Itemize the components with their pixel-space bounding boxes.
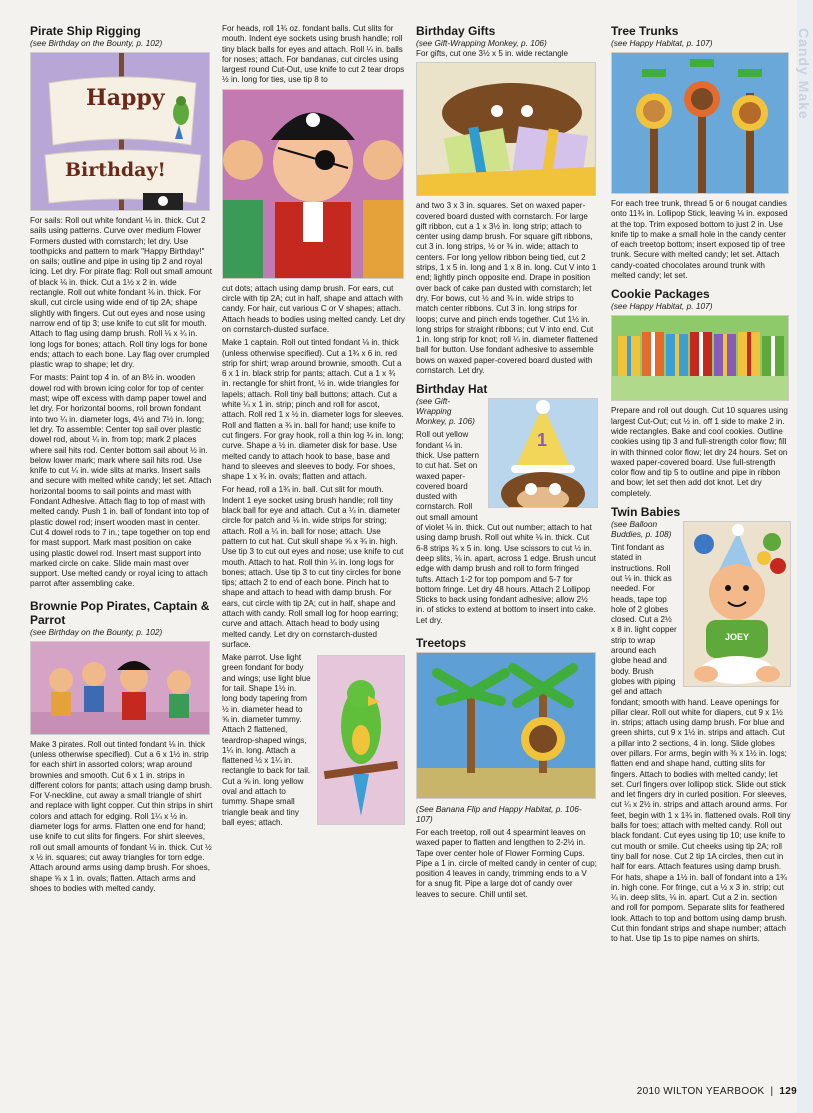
- column-1: [30, 24, 213, 897]
- treetops-illustration: [417, 653, 595, 798]
- pirate-ship-sail-photo: [30, 52, 210, 211]
- captain-illustration: [223, 90, 403, 278]
- birthday-gifts-reference: (see Gift-Wrapping Monkey, p. 106): [416, 38, 547, 48]
- tree-trunks-reference: (see Happy Habitat, p. 107): [611, 38, 713, 48]
- cookies-illustration: [612, 316, 788, 400]
- twin-babies-title: Twin Babies: [611, 505, 681, 520]
- tree-trunks-text: For each tree trunk, thread 5 or 6 nougat candies onto 11¾ in. Lollipop Stick, leaving ⅛ in. exposed at the top. Trim exposed bottom to just 2 in. Use knife tip to make a small hole in the candy center of each treetop bottom; insert exposed tip of tree trunk. Secure with melted candy; let set. Attach candy-coated chocolates around trunk with melted candy; let set.: [611, 199, 788, 281]
- parrot-photo: [317, 655, 405, 825]
- column-4: [611, 24, 791, 948]
- birthday-hat-text: Roll out yellow fondant ⅛ in. thick. Use pattern to cut hat. Set on waxed paper-covered board dusted with cornstarch. Roll out small amount of violet ⅛ in. thick. Cut out number; attach to hat using damp brush. Roll out white ⅛ in. thick. Cut 6-8 strips ¾ x 5 in. long. Use scissors to cut ½ in. deep slits, ⅛ in. apart, across 1 edge. Brush uncut edge with damp brush and roll to form fringed tufts. Attach 1-2 for top pompom and 5-7 for bottom fringe. Let dry 48 hours. Attach 2 Lollipop Sticks to back using fondant adhesive; allow 2½ in. of sticks to extend at bottom to insert into cake. Let dry.: [416, 430, 596, 625]
- pirate-ship-reference: (see Birthday on the Bounty, p. 102): [30, 38, 163, 48]
- cookie-packages-text: Prepare and roll out dough. Cut 10 squares using largest Cut-Out; cut ½ in. off 1 side to make 2 in. wide rectangles. Bake and cool cookies. Outline cookies using tip 3 and full-strength color flow; fill in with thinned color flow; let dry 24 hours. Set on waxed paper-covered board. Use full-strength color flow and tip 5 to outline and pipe in ribbon and bow; let set then add dot knot. Let dry completely.: [611, 406, 788, 498]
- gifts-illustration: [417, 63, 595, 195]
- gifts-instructions-text: and two 3 x 3 in. squares. Set on waxed paper-covered board dusted with cornstarch. For large gift ribbon, cut a 1 x 3½ in. long strip; attach to center using damp brush. For square gift ribbons, cut 3 in. long strips, ½ or ⅜ in. wide; attach to centers. For long yellow ribbon being tied, cut 2 strips, 1 x 5 in. long and 1 x 8 in. long. Cut V into 1 end; lightly pinch opposite end. Drape in position over back of cake pan dusted with cornstarch; let dry. For bows, cut ½ and ⅜ in. wide strips to match center ribbons. Cut 3 in. long strips for loops; curve and pinch ends together. Cut 1½ in. long strips for straight ribbons; cut V into end. Cut 1 in. long strip for knot; roll ¼ in. diameter flattened ball for button. Use fondant adhesive to assemble bows on waxed paper-covered board dusted with cornstarch. Let dry.: [416, 201, 598, 376]
- hat-number: 1: [537, 430, 548, 451]
- captain-head-text: For head, roll a 1¾ in. ball. Cut slit for mouth. Indent 1 eye socket using brush handle; roll tiny black ball for eye and attach. Cut a ¼ in. diameter circle for patch and ⅛ in. wide strips for string; attach. Roll a ¼ in. ball for nose; attach. Use pattern to cut hat. Cut skull shape ⅝ x ¾ in. high. Use tip 3 to cut out eyes and nose; use knife to cut mouth. Attach to hat. Roll thin ¼ in. long logs for bones; attach. Use tip 3 to cut tiny circles for bone tips; attach 2 to end of each bone. Pinch hat to shape and attach to head with damp brush. For ears, cut circle with tip 2A; cut in half, shape and attach with candy. Roll small log for hoop earring; curve and attach. Attach head to body using melted candy. Let dry on cornstarch-dusted surface.: [222, 485, 404, 649]
- pirate-captain-photo: [222, 89, 404, 279]
- treetops-reference: (See Banana Flip and Happy Habitat, p. 106-107): [416, 803, 582, 824]
- birthday-gifts-title: Birthday Gifts: [416, 24, 496, 38]
- birthday-hat-reference: (see Gift-Wrapping Monkey, p. 106): [416, 396, 475, 427]
- pirate-masts-text: For masts: Paint top 4 in. of an 8½ in. wooden dowel rod with brown icing color for top of center mast; wipe off excess with damp paper towel and let dry. For horizontal booms, roll brown fondant into two ¼ in. diameter logs, 4½ and 7½ in. long; let dry. To assemble: Center top sail over plastic dowel rod, about ¼ in. from top; mark 2 places where sail hits rod. Center bottom sail about ½ in. below lower mark; mark where sail hits rod. Use knife to cut ¼ in. wide slits at marks. Insert sails and secure with melted white candy; let set. Attach horizontal booms to sail points and mast with Fondant Adhesive. Attach flag to top of mast with melted candy. Push 1 in. ball of fondant into top of plastic dowel rod; insert wooden mast in center. Cut 4 dowel rods to 7 in.; tape together on top end for mast support. Mark mast position on cake using plastic dowel rod. Insert mast support into marked circle on cake. Slide main mast over support. Use melted candy or royal icing to attach parrot after assembling cake.: [30, 373, 212, 589]
- tree-trunks-photo: [611, 52, 789, 194]
- side-strip: [797, 0, 813, 1113]
- brownie-pirates-title: Brownie Pop Pirates, Captain & Parrot: [30, 598, 210, 627]
- birthday-gifts-photo: [416, 62, 596, 196]
- pirate-heads-text: For heads, roll 1¾ oz. fondant balls. Cut slits for mouth. Indent eye sockets using brush handle; roll tiny black balls for eyes and attach. Roll ¼ in. balls for noses; attach. For bandanas, cut circles using largest round Cut-Out, use knife to cut 2 tear drops ½ in. long for ties, use tip 8 to: [222, 24, 405, 85]
- page-number: 129: [779, 1086, 797, 1097]
- treetops-text: For each treetop, roll out 4 spearmint leaves on waxed paper to flatten and lengthen to 2-2½ in. Tape over center hole of Flower Forming Cups. Pipe a 1 in. circle of melted candy in center of cup; position 4 leaves in candy, trimming ends to a V for a snug fit. Pipe a large dot of candy over leaves to secure. Chill until set.: [416, 827, 597, 899]
- cut-dots-text: cut dots; attach using damp brush. For ears, cut circle with tip 2A; cut in half, shape and attach with candy. For hair, cut various C or V shapes; attach. Attach heads to bodies using melted candy. Let dry on cornstarch-dusted surface.: [222, 283, 405, 334]
- gifts-intro-text: For gifts, cut one 3½ x 5 in. wide rectangle: [416, 49, 569, 58]
- tree-trunks-title: Tree Trunks: [611, 24, 679, 38]
- page-footer: [637, 1086, 797, 1097]
- cookie-packages-title: Cookie Packages: [611, 287, 710, 302]
- brownie-pirates-reference: (see Birthday on the Bounty, p. 102): [30, 626, 163, 637]
- twin-babies-photo: [683, 521, 791, 687]
- side-heading: Candy Make: [796, 28, 812, 120]
- pirate-ship-title: Pirate Ship Rigging: [30, 24, 141, 38]
- hat-illustration: [489, 399, 597, 507]
- column-3: [416, 24, 598, 903]
- sail-illustration: [31, 53, 209, 210]
- footer-label: 2010 WILTON YEARBOOK: [636, 1086, 765, 1097]
- sail-text-birthday: Birthday!: [65, 159, 166, 181]
- pirates-illustration: [31, 642, 209, 734]
- baby-shirt-name: JOEY: [725, 632, 750, 643]
- make-parrot-text: Make parrot. Use light green fondant for body and wings; use light blue for tail. Shape 1½ in. long body tapering from ½ in. diameter head to ⅝ in. diameter tummy. Attach 2 flattened, teardrop-shaped wings, 1¼ in. long. Attach a flattened ½ x 1¼ in. rectangle to back for tail. Cut a ⅝ in. long yellow oval and attach to tummy. Shape small triangle beak and tiny ball eyes; attach.: [222, 653, 311, 827]
- treetops-photo: [416, 652, 596, 799]
- twin-babies-text: Tint fondant as stated in instructions. Roll out ⅛ in. thick as needed. For heads, tape top hole of 2 globes closed. Cut a 2½ x 8 in. light copper strip to wrap around each globe head and body. Brush globes with piping gel and attach fondant; smooth with hand. Leave openings for pillar clear. Roll out white for diapers, cut 9 x 1½ in. strips; attach using damp brush. For blue and green shirts, cut 9 x 1½ in. strips and attach. Cut a pillar into 2 sections, 4 in. long. Slide globes over pillars. For arms, begin with ⅜ x 1½ in. logs; flatten end and shape hand, cutting slits for fingers. Attach to bodies with melted candy; let set. Curl fingers over lollipop stick. Slide out stick and let fingers dry in curled position. For sleeves, cut ¼ x 2½ in. strips and attach around arms. For feet, begin with 1 x 1¾ in. flattened ovals. Roll tiny balls for toes; attach with melted candy. Roll out black fondant. Cut eyes using tip 10; use knife to cut mouth or smile. Cut cheeks using tip 2A; roll tiny ball for nose. Cut 2 tip 1A circles, then cut in half for ears. Attach features using damp brush. For hats, shape a 1½ in. ball of fondant into a 1¾ in. high cone. For fringe, cut a ½ x 3 in. strip; cut ¼ in. deep slits, ⅛ in. apart. Cut a 2 in. section and roll for pompom. Separate slits for feathered look. Attach to top and bottom using damp brush. Cut thin fondant strips and shape number; attach to hat. Use tip 1s to pipe names on shirts.: [611, 543, 791, 944]
- sail-text-happy: Happy: [86, 85, 165, 111]
- baby-illustration: [684, 522, 790, 686]
- brownie-pirates-text: Make 3 pirates. Roll out tinted fondant ⅛ in. thick (unless otherwise specified). Cut a 6 x 1½ in. strip for each shirt in assorted colors; wrap around brownies and smooth. Cut 6 x 1 in. strips in different colors for pants; attach using damp brush. For V-neckline, cut away a small triangle of shirt and replace with light copper. Cut thin strips in shirt colors and attach for edging. Roll 1¼ x ½ in. diameter logs for arms. Flatten one end for hand; use knife to cut slits for fingers. For shirt sleeves, roll out small amounts of fondant ⅛ in. thick. Cut ½ x ½ in. squares; cut away triangles for torn edge. Attach around arms using damp brush. For shoes, shape ⅝ x 1 in. ovals; flatten. Attach arms and shoes to bodies with melted candy.: [30, 739, 213, 893]
- birthday-hat-title: Birthday Hat: [416, 382, 488, 397]
- brownie-pirates-photo: [30, 641, 210, 735]
- cookie-packages-photo: [611, 315, 789, 401]
- treetops-title: Treetops: [416, 635, 467, 650]
- birthday-hat-photo: [488, 398, 598, 508]
- parrot-illustration: [318, 656, 404, 824]
- twin-babies-reference: (see Balloon Buddies, p. 108): [611, 519, 672, 540]
- pirate-sails-text: For sails: Roll out white fondant ⅛ in. thick. Cut 2 sails using patterns. Curve over medium Flower Formers dusted with cornstarch; let dry. Use toothpicks and pattern to mark "Happy Birthday!" on sails; outline and pipe in using tip 2 and royal icing. Let dry. For pirate flag: Roll out small amount of black ⅛ in. thick. Cut a 1½ x 2 in. wide rectangle. Roll out white fondant ⅛ in. thick. For skull, cut circle using wide end of tip 2A; shape slightly with fingers. Cut out eyes and nose using narrow end of tip 3; use knife to cut slit for mouth. Attach to flag using damp brush. Roll ⅛ x ¼ in. long logs for bones; attach. Roll tiny logs for bone ends; attach to each bone. Lay flag over crumpled plastic wrap to shape; let dry.: [30, 216, 213, 370]
- make-captain-text: Make 1 captain. Roll out tinted fondant ⅛ in. thick (unless otherwise specified). Cut a 1¾ x 6 in. red strip for shirt; wrap around brownie, smooth. Cut a 6 x 1 in. black strip for pants; attach. Cut a 1 x ¾ in. rectangle for shirt front, ½ in. wide triangles for lapels; attach. Roll tiny ball buttons; attach. Cut a white ¼ x 1 in. strip; pinch and roll for ascot, attach. Roll red 1 x ½ in. diameter logs for sleeves. Roll and flatten a ¾ in. ball for hand; use knife to cut fingers. For gray hook, roll a thin log ¾ in. long; curve. Shape a ½ in. diameter disk for base. Use melted candy to attach hook to base, base and hand to sleeves and sleeves to body. For shoes, shape 1 x ¾ in. ovals; flatten and attach.: [222, 338, 404, 482]
- trunks-illustration: [612, 53, 788, 193]
- column-2: [222, 24, 405, 831]
- cookie-packages-reference: (see Happy Habitat, p. 107): [611, 301, 713, 312]
- footer-separator: |: [770, 1086, 774, 1097]
